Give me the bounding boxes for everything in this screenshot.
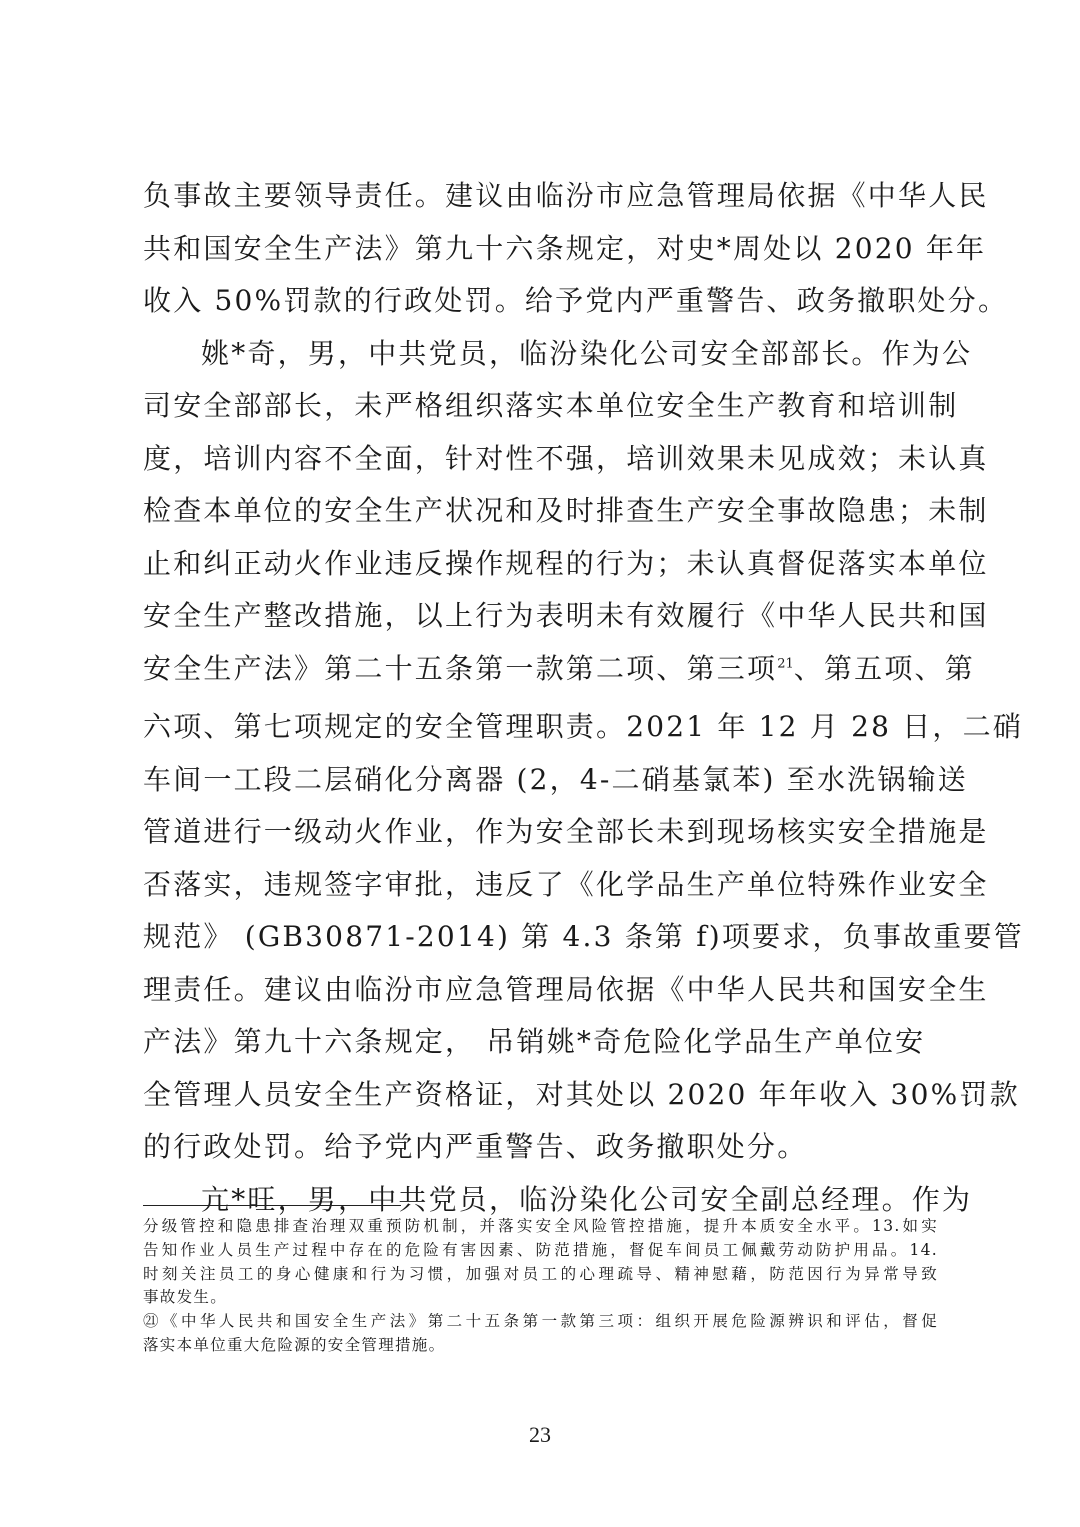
footnote-line-1: 分级管控和隐患排查治理双重预防机制，并落实安全风险管控措施，提升本质安全水平。13.如实 <box>143 1217 938 1235</box>
body-line-13: 管道进行一级动火作业，作为安全部长未到现场核实安全措施是 <box>143 815 989 848</box>
body-line-5: 司安全部部长，未严格组织落实本单位安全生产教育和培训制 <box>143 389 959 422</box>
body-line-14: 否落实，违规签字审批，违反了《化学品生产单位特殊作业安全 <box>143 867 989 901</box>
footnote-line-3: 时刻关注员工的身心健康和行为习惯，加强对员工的心理疏导、精神慰藉，防范因行为异常导致 <box>143 1264 938 1283</box>
footnote-line-4: 事故发生。 <box>143 1288 228 1307</box>
footnote-reference: 21 <box>777 656 794 672</box>
body-line-6: 度，培训内容不全面，针对性不强，培训效果未见成效；未认真 <box>143 441 989 475</box>
body-line-19: 的行政处罚。给予党内严重警告、政务撤职处分。 <box>143 1130 808 1163</box>
body-text <box>143 170 1024 1226</box>
body-line-16: 理责任。建议由临汾市应急管理局依据《中华人民共和国安全生 <box>143 972 989 1006</box>
body-line-17: 产法》第九十六条规定， 吊销姚*奇危险化学品生产单位安 <box>143 1025 926 1058</box>
page-number: 23 <box>529 1422 551 1447</box>
footnotes <box>143 1215 938 1358</box>
body-line-3: 收入 50%罚款的行政处罚。给予党内严重警告、政务撤职处分。 <box>143 284 1009 317</box>
footnote-line-6: 落实本单位重大危险源的安全管理措施。 <box>143 1335 446 1354</box>
body-line-10-tail: 、第五项、第 <box>793 651 975 685</box>
body-line-4: 姚*奇，男，中共党员，临汾染化公司安全部部长。作为公 <box>201 336 973 370</box>
body-line-1: 负事故主要领导责任。建议由临汾市应急管理局依据《中华人民 <box>143 179 989 212</box>
body-line-9: 安全生产整改措施，以上行为表明未有效履行《中华人民共和国 <box>143 599 989 632</box>
body-line-12: 车间一工段二层硝化分离器 (2，4-二硝基氯苯) 至水洗锅输送 <box>143 762 968 796</box>
body-line-20: 亢*旺，男，中共党员，临汾染化公司安全副总经理。作为 <box>201 1182 973 1216</box>
body-line-10-text: 安全生产法》第二十五条第一款第二项、第三项 <box>143 651 778 685</box>
footnote-line-2: 告知作业人员生产过程中存在的危险有害因素、防范措施，督促车间员工佩戴劳动防护用品。14. <box>143 1240 938 1259</box>
body-line-11: 六项、第七项规定的安全管理职责。2021 年 12 月 28 日，二硝 <box>143 710 1024 743</box>
footnote-separator <box>143 1205 401 1206</box>
body-line-8: 止和纠正动火作业违反操作规程的行为；未认真督促落实本单位 <box>143 546 989 580</box>
body-line-10 <box>143 643 975 696</box>
body-line-18: 全管理人员安全生产资格证，对其处以 2020 年年收入 30%罚款 <box>143 1077 1020 1111</box>
body-line-2: 共和国安全生产法》第九十六条规定，对史*周处以 2020 年年 <box>143 231 987 265</box>
body-line-7: 检查本单位的安全生产状况和及时排查生产安全事故隐患；未制 <box>143 494 989 527</box>
footnote-line-5: ㉑《中华人民共和国安全生产法》第二十五条第一款第三项：组织开展危险源辨识和评估，督促 <box>143 1312 938 1331</box>
body-line-15: 规范》 (GB30871-2014) 第 4.3 条第 f)项要求，负事故重要管 <box>143 920 1024 953</box>
